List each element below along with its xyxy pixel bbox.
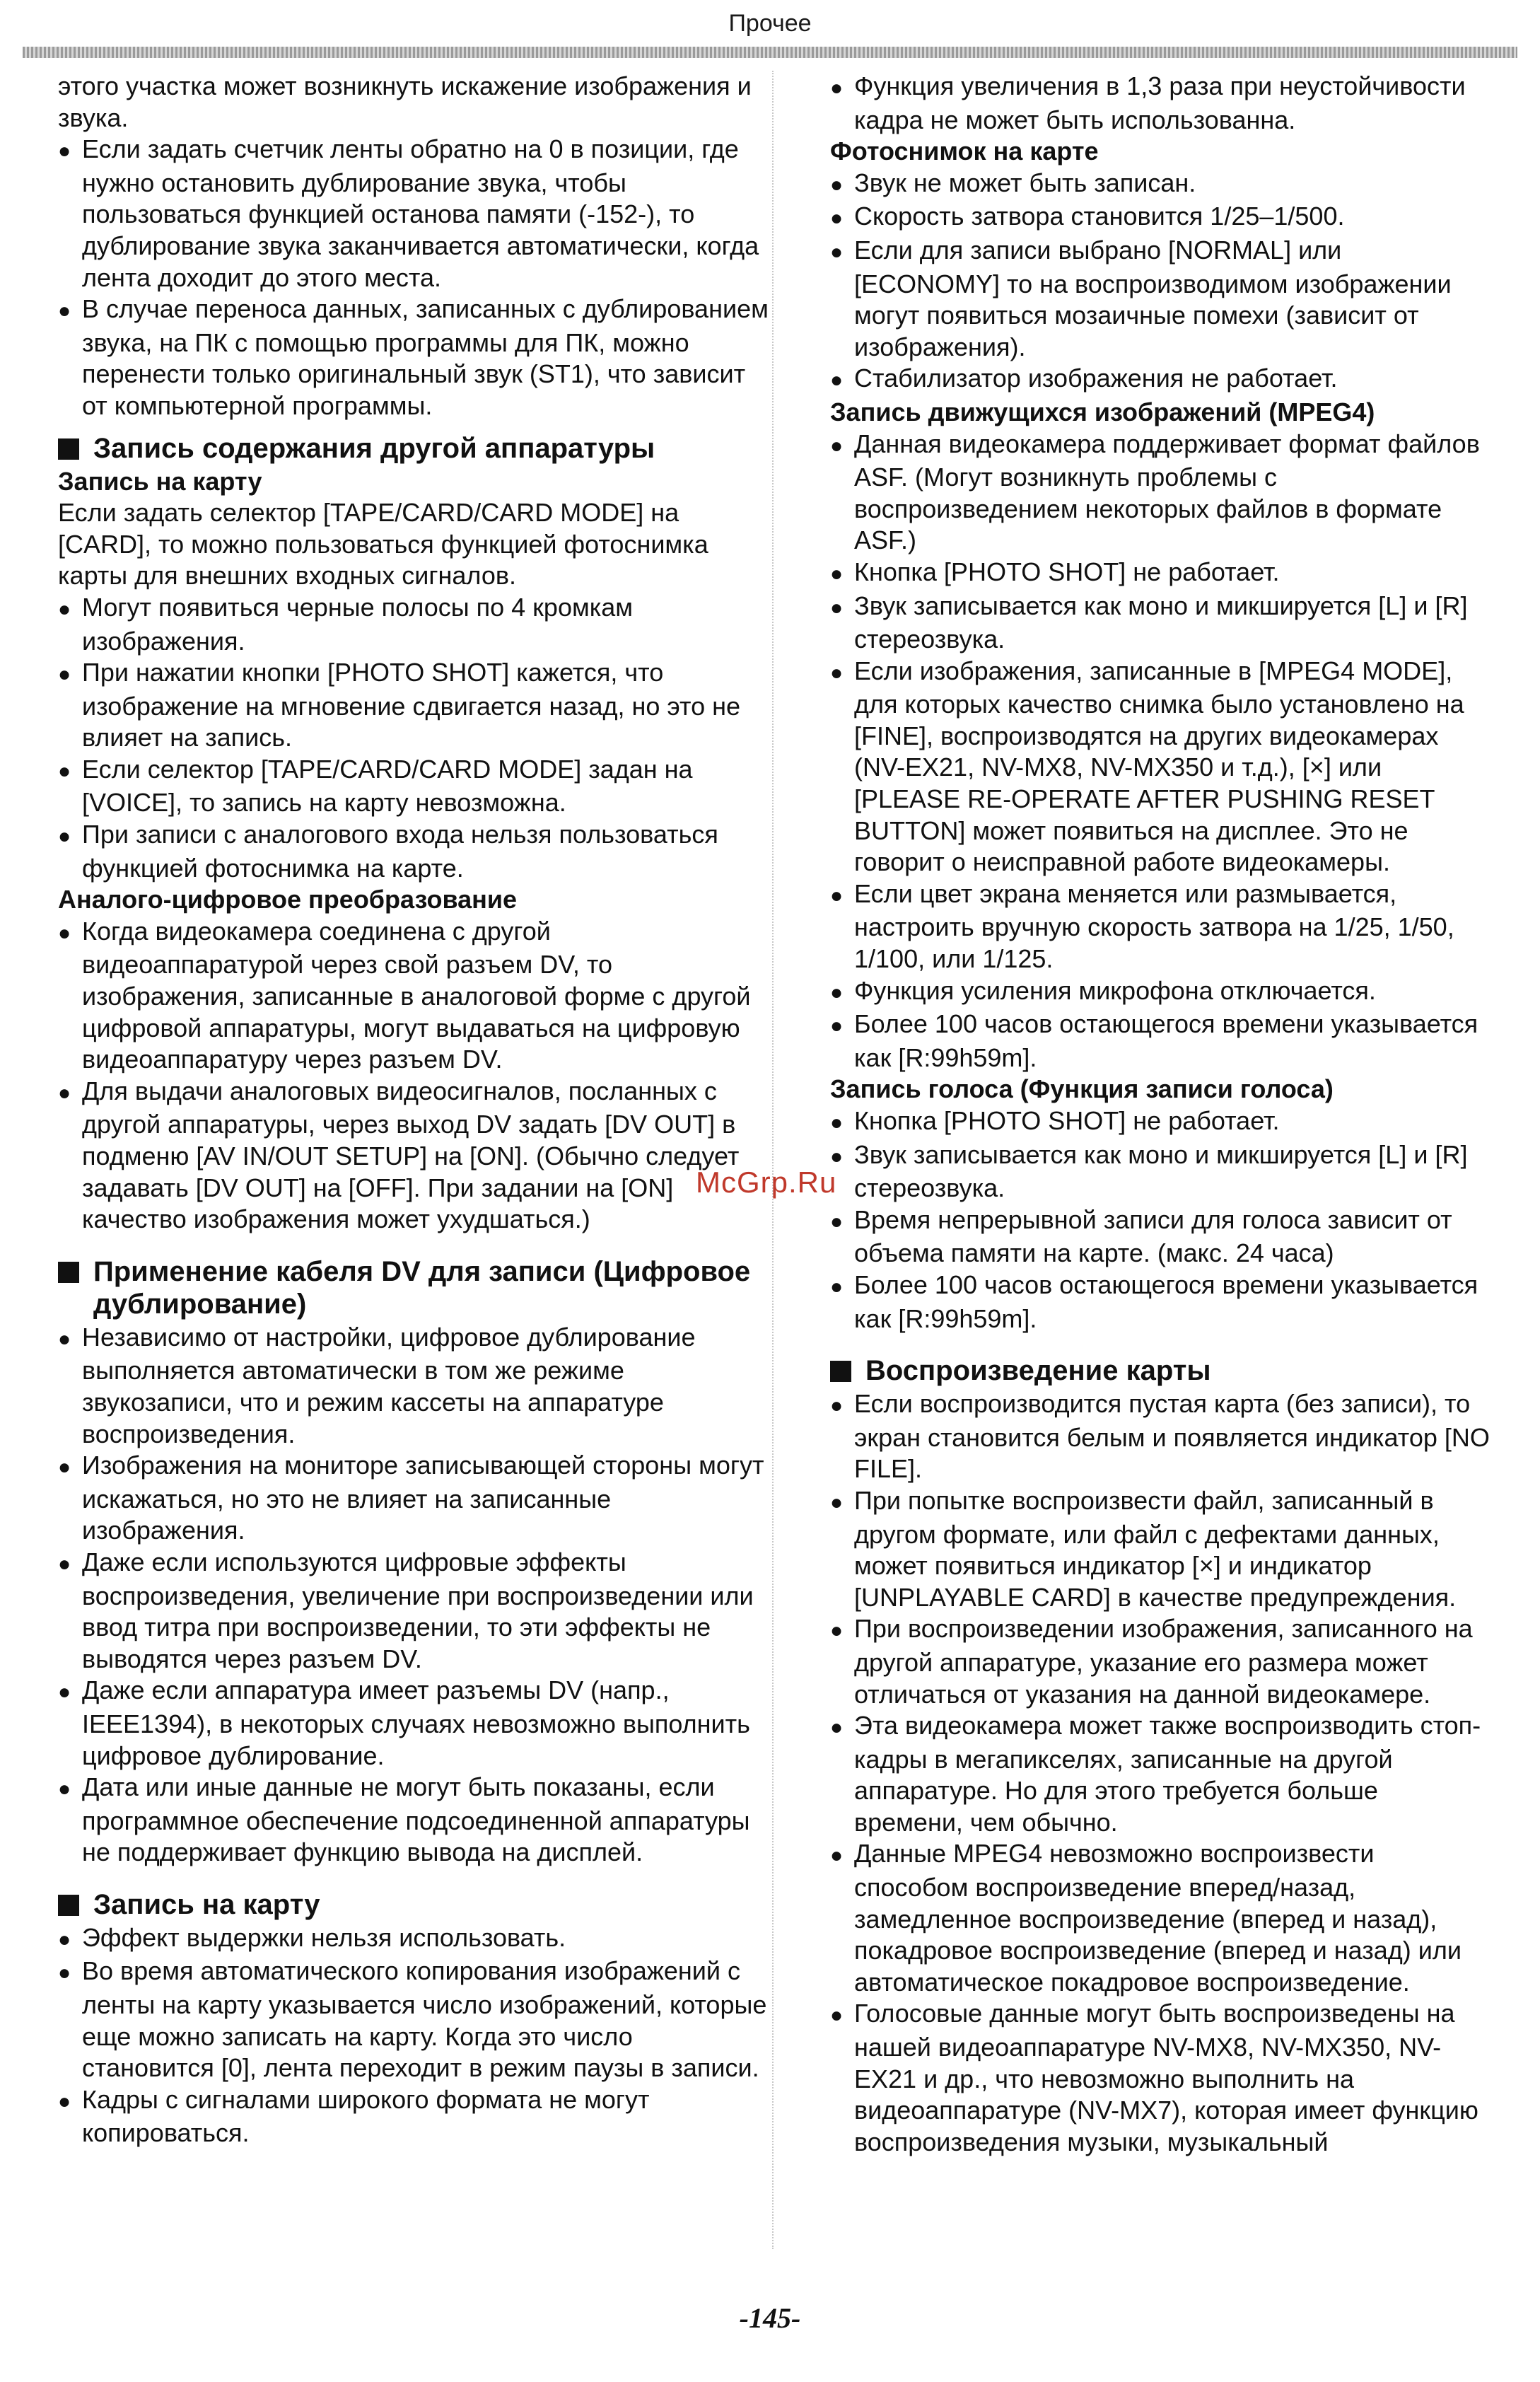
bullet-dot-icon: ● — [58, 1927, 71, 1951]
bullet-text: Более 100 часов остающегося времени указывается как [R:99h59m]. — [854, 1270, 1478, 1333]
bullet-item — [830, 363, 1491, 397]
bullet-dot-icon: ● — [830, 173, 844, 197]
bullet-item — [58, 657, 769, 754]
bullet-text: Дата или иные данные не могут быть показаны, если программное обеспечение подсоединенной аппаратуры не поддерживает функцию вывода на дисплей. — [82, 1772, 750, 1867]
bullet-item — [58, 916, 769, 1076]
bullet-dot-icon: ● — [830, 1111, 844, 1134]
bullet-text: Если селектор [TAPE/CARD/CARD MODE] задан на [VOICE], то запись на карту невозможна. — [82, 754, 693, 818]
bullet-dot-icon: ● — [830, 207, 844, 231]
bullet-item — [830, 429, 1491, 557]
bullet-item — [830, 591, 1491, 656]
right-column — [830, 71, 1491, 2158]
bullet-dot-icon: ● — [830, 562, 844, 586]
bullet-text: Если задать счетчик ленты обратно на 0 в позиции, где нужно остановить дублирование звука, чтобы пользоваться функцией останова памяти (-152-), то дублирование звука заканчивается автоматически, когда лента доходит до этого места. — [82, 134, 759, 292]
bullet-text: Даже если используются цифровые эффекты воспроизведения, увеличение при воспроизведении или ввод титра при воспроизведении, то эти эффекты не выводятся через разъем DV. — [82, 1547, 754, 1673]
bullet-text: Стабилизатор изображения не работает. — [854, 364, 1338, 393]
square-marker-icon — [58, 1895, 79, 1916]
bullet-dot-icon: ● — [830, 883, 844, 907]
bullet-dot-icon: ● — [830, 368, 844, 393]
bullet-text: Функция усиления микрофона отключается. — [854, 975, 1376, 1005]
bullet-text: При записи с аналогового входа нельзя пользоваться функцией фотоснимка на карте. — [82, 820, 718, 883]
bullet-item — [830, 1204, 1491, 1270]
bullet-text: Эффект выдержки нельзя использовать. — [82, 1922, 566, 1952]
bullet-dot-icon: ● — [830, 980, 844, 1004]
bullet-item — [830, 878, 1491, 975]
bullet-text: Скорость затвора становится 1/25–1/500. — [854, 202, 1345, 231]
subheading: Запись голоса (Функция записи голоса) — [830, 1074, 1334, 1104]
bullet-dot-icon: ● — [58, 1456, 71, 1480]
bullet-list — [830, 71, 1491, 136]
bullet-item — [58, 1547, 769, 1675]
bullet-text: Если изображения, записанные в [MPEG4 MODE], для которых качество снимка было установлено на [FINE], воспроизводятся на других видеокамерах (NV-EX21, NV-MX8, NV-MX350 и т.д.), [×] или [PLEASE RE-OPERATE AFTER PUSHING RESET BUTTON] может появиться на дисплее. Это не говорит о неисправной работе видеокамеры. — [854, 656, 1464, 877]
bullet-item — [58, 2084, 769, 2149]
bullet-item — [830, 1388, 1491, 1485]
section-heading — [58, 432, 769, 465]
bullet-item — [58, 592, 769, 657]
bullet-item — [58, 1772, 769, 1869]
subheading: Запись на карту — [58, 466, 262, 496]
bullet-text: Звук не может быть записан. — [854, 168, 1196, 197]
bullet-dot-icon: ● — [830, 1274, 844, 1299]
bullet-item — [58, 819, 769, 884]
bullet-dot-icon: ● — [58, 139, 71, 163]
bullet-dot-icon: ● — [58, 1552, 71, 1576]
bullet-text: Эта видеокамера может также воспроизводить стоп-кадры в мегапикселях, записанные на другой аппаратуре. Но для этого требуется больше времени, чем обычно. — [854, 1711, 1481, 1837]
bullet-dot-icon: ● — [830, 2004, 844, 2028]
bullet-dot-icon: ● — [58, 1081, 71, 1105]
bullet-text: Кнопка [PHOTO SHOT] не работает. — [854, 557, 1280, 586]
bullet-text: Когда видеокамера соединена с другой видеоаппаратурой через свой разъем DV, то изображения, записанные в аналоговой форме с другой цифровой аппаратуры, могут выдаваться на цифровую видеоаппаратуру через разъем DV. — [82, 916, 751, 1074]
subheading: Аналого-цифровое преобразование — [58, 885, 518, 914]
bullet-item — [830, 975, 1491, 1009]
bullet-text: Во время автоматического копирования изображений с ленты на карту указывается число изображений, которые еще можно записать на карту. Когда это число становится [0], лента переходит в режим паузы в записи. — [82, 1956, 767, 2083]
bullet-item — [830, 1105, 1491, 1139]
section-heading — [58, 1888, 769, 1921]
bullet-dot-icon: ● — [830, 240, 844, 264]
bullet-text: При попытке воспроизвести файл, записанный в другом формате, или файл с дефектами данных, может появиться индикатор [×] и индикатор [UNPLAYABLE CARD] в качестве предупреждения. — [854, 1485, 1457, 1612]
section-heading — [58, 1255, 769, 1320]
bullet-dot-icon: ● — [830, 1844, 844, 1868]
bullet-dot-icon: ● — [830, 1144, 844, 1168]
section-title: Применение кабеля DV для записи (Цифровое дублирование) — [93, 1255, 751, 1320]
bullet-item — [58, 294, 769, 422]
bullet-list — [58, 134, 769, 422]
bullet-item — [830, 1710, 1491, 1838]
bullet-item — [58, 1922, 769, 1956]
bullet-dot-icon: ● — [830, 1716, 844, 1740]
bullet-item — [830, 1270, 1491, 1335]
bullet-text: Если для записи выбрано [NORMAL] или [ECONOMY] то на воспроизводимом изображении могут появиться мозаичные помехи (зависит от изображения). — [854, 235, 1452, 361]
bullet-item — [830, 71, 1491, 136]
section-title: Запись на карту — [93, 1888, 320, 1920]
bullet-dot-icon: ● — [830, 1209, 844, 1233]
bullet-dot-icon: ● — [58, 299, 71, 323]
bullet-item — [830, 168, 1491, 202]
bullet-dot-icon: ● — [58, 663, 71, 687]
bullet-text: При нажатии кнопки [PHOTO SHOT] кажется, что изображение на мгновение сдвигается назад, но это не влияет на запись. — [82, 658, 740, 753]
bullet-text: Звук записывается как моно и микшируется [L] и [R] стереозвука. — [854, 591, 1468, 654]
section-title: Воспроизведение карты — [865, 1355, 1211, 1387]
bullet-text: Для выдачи аналоговых видеосигналов, посланных с другой аппаратуры, через выход DV задать [DV OUT] в подменю [AV IN/OUT SETUP] на [ON]. (Обычно следует задавать [DV OUT] на [OFF]. При задании на [ON] качество изображения может ухудшаться.) — [82, 1076, 740, 1234]
bullet-item — [58, 754, 769, 819]
bullet-list — [830, 1388, 1491, 2158]
bullet-text: Кадры с сигналами широкого формата не могут копироваться. — [82, 2084, 650, 2148]
bullet-list — [830, 429, 1491, 1074]
bullet-dot-icon: ● — [58, 597, 71, 621]
bullet-text: Кнопка [PHOTO SHOT] не работает. — [854, 1106, 1280, 1135]
bullet-item — [830, 1998, 1491, 2158]
square-marker-icon — [830, 1361, 851, 1382]
page-number: -145- — [739, 2302, 801, 2334]
bullet-text: Голосовые данные могут быть воспроизведены на нашей видеоаппаратуре NV-MX8, NV-MX350, NV-EX21 и др., что невозможно выполнить на видеоаппаратуре (NV-MX7), которая имеет функцию воспроизведения музыки, музыкальный — [854, 1999, 1478, 2156]
bullet-text: Если цвет экрана меняется или размывается, настроить вручную скорость затвора на 1/25, 1/50, 1/100, или 1/125. — [854, 878, 1454, 974]
bullet-dot-icon: ● — [58, 825, 71, 849]
bullet-dot-icon: ● — [58, 921, 71, 945]
column-divider — [772, 71, 774, 2249]
bullet-dot-icon: ● — [58, 1961, 71, 1985]
bullet-text: Данные MPEG4 невозможно воспроизвести способом воспроизведение вперед/назад, замедленное воспроизведение (вперед и назад), покадровое воспроизведение (вперед и назад) или автоматическое покадровое воспроизведение. — [854, 1839, 1462, 1997]
page-header-title: Прочее — [728, 10, 812, 37]
bullet-text: Функция увеличения в 1,3 раза при неустойчивости кадра не может быть использованна. — [854, 71, 1466, 134]
bullet-dot-icon: ● — [58, 1327, 71, 1351]
bullet-text: При воспроизведении изображения, записанного на другой аппаратуре, указание его размера может отличаться от указания на данной видеокамере. — [854, 1614, 1473, 1709]
bullet-text: Более 100 часов остающегося времени указывается как [R:99h59m]. — [854, 1009, 1478, 1072]
bullet-text: Независимо от настройки, цифровое дублирование выполняется автоматически в том же режиме звукозаписи, что и режим кассеты на аппаратуре воспроизведения. — [82, 1322, 696, 1448]
bullet-item — [58, 1450, 769, 1547]
bullet-item — [830, 1139, 1491, 1204]
bullet-dot-icon: ● — [830, 661, 844, 685]
bullet-dot-icon: ● — [830, 1490, 844, 1514]
bullet-dot-icon: ● — [830, 76, 844, 100]
bullet-dot-icon: ● — [58, 1777, 71, 1801]
bullet-dot-icon: ● — [830, 434, 844, 458]
bullet-item — [58, 1675, 769, 1772]
bullet-item — [58, 1956, 769, 2084]
bullet-list — [830, 168, 1491, 397]
bullet-list — [58, 592, 769, 884]
bullet-item — [830, 1485, 1491, 1613]
bullet-text: Звук записывается как моно и микшируется [L] и [R] стереозвука. — [854, 1139, 1468, 1203]
bullet-text: Если воспроизводится пустая карта (без записи), то экран становится белым и появляется индикатор [NO FILE]. — [854, 1389, 1490, 1484]
bullet-text: Данная видеокамера поддерживает формат файлов ASF. (Могут возникнуть проблемы с воспроизведением некоторых файлов в формате ASF.) — [854, 429, 1480, 555]
square-marker-icon — [58, 1262, 79, 1283]
bullet-dot-icon: ● — [830, 1394, 844, 1418]
bullet-item — [830, 656, 1491, 878]
bullet-item — [830, 1009, 1491, 1074]
subheading: Фотоснимок на карте — [830, 136, 1099, 166]
watermark: McGrp.Ru — [696, 1166, 837, 1199]
bullet-item — [830, 235, 1491, 363]
bullet-list — [58, 1322, 769, 1869]
bullet-item — [58, 1322, 769, 1450]
intro-text: этого участка может возникнуть искажение изображения и звука. — [58, 71, 752, 132]
header-band — [23, 47, 1517, 58]
bullet-list — [58, 1922, 769, 2149]
bullet-text: Время непрерывной записи для голоса зависит от объема памяти на карте. (макс. 24 часа) — [854, 1204, 1452, 1268]
bullet-item — [830, 1613, 1491, 1710]
bullet-list — [830, 1105, 1491, 1335]
square-marker-icon — [58, 438, 79, 460]
bullet-dot-icon: ● — [58, 2089, 71, 2113]
bullet-dot-icon: ● — [58, 1680, 71, 1704]
bullet-text: Могут появиться черные полосы по 4 кромкам изображения. — [82, 592, 634, 656]
bullet-item — [58, 1076, 769, 1236]
bullet-list — [58, 916, 769, 1236]
bullet-item — [830, 201, 1491, 235]
bullet-text: Даже если аппаратура имеет разъемы DV (напр., IEEE1394), в некоторых случаях невозможно выполнить цифровое дублирование. — [82, 1675, 750, 1770]
section-title: Запись содержания другой аппаратуры — [93, 432, 655, 464]
bullet-dot-icon: ● — [830, 1014, 844, 1038]
bullet-text: В случае переноса данных, записанных с дублированием звука, на ПК с помощью программы для ПК, можно перенести только оригинальный звук (ST1), что зависит от компьютерной программы. — [82, 294, 769, 420]
bullet-item — [58, 134, 769, 294]
bullet-dot-icon: ● — [830, 1619, 844, 1643]
bullet-item — [830, 557, 1491, 591]
bullet-dot-icon: ● — [58, 759, 71, 783]
paragraph: Если задать селектор [TAPE/CARD/CARD MODE] на [CARD], то можно пользоваться функцией фотоснимка карты для внешних входных сигналов. — [58, 498, 708, 591]
bullet-item — [830, 1838, 1491, 1998]
bullet-dot-icon: ● — [830, 596, 844, 620]
section-heading — [830, 1354, 1491, 1387]
bullet-text: Изображения на мониторе записывающей стороны могут искажаться, но это не влияет на записанные изображения. — [82, 1451, 764, 1545]
left-column — [58, 71, 769, 2149]
subheading: Запись движущихся изображений (MPEG4) — [830, 397, 1375, 426]
